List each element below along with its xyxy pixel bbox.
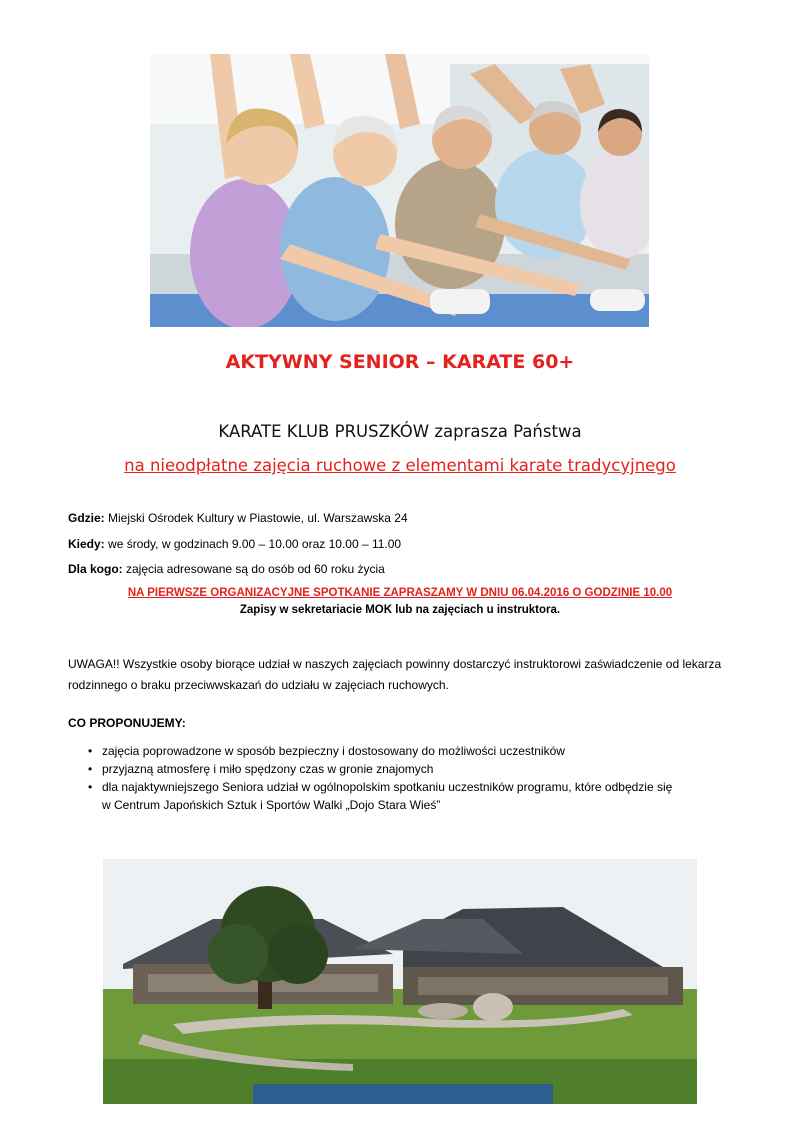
who-value: zajęcia adresowane są do osób od 60 roku życia bbox=[122, 562, 385, 576]
offers-list bbox=[68, 742, 708, 814]
bullet-icon: • bbox=[88, 744, 93, 758]
who-label: Dla kogo: bbox=[68, 562, 123, 576]
offer-subtitle: na nieodpłatne zajęcia ruchowe z elementami karate tradycyjnego bbox=[124, 456, 676, 475]
when-value: we środy, w godzinach 9.00 – 10.00 oraz 10.00 – 11.00 bbox=[104, 537, 402, 551]
list-item: • przyjazną atmosferę i miło spędzony czas w gronie znajomych bbox=[88, 762, 434, 776]
invitation-text: KARATE KLUB PRUSZKÓW zaprasza Państwa bbox=[218, 422, 582, 441]
bullet-icon: • bbox=[88, 762, 93, 776]
info-who bbox=[68, 562, 385, 576]
offers-heading: CO PROPONUJEMY: bbox=[68, 716, 186, 730]
dojo-building-photo bbox=[103, 859, 697, 1104]
where-value: Miejski Ośrodek Kultury w Piastowie, ul. Warszawska 24 bbox=[104, 511, 408, 525]
first-meeting-notice: NA PIERWSZE ORGANIZACYJNE SPOTKANIE ZAPRASZAMY W DNIU 06.04.2016 O GODZINIE 10.00 bbox=[127, 587, 673, 599]
seniors-exercise-photo bbox=[150, 54, 649, 327]
when-label: Kiedy: bbox=[68, 537, 105, 551]
page-title: AKTYWNY SENIOR – KARATE 60+ bbox=[225, 351, 575, 373]
enrollment-info: Zapisy w sekretariacie MOK lub na zajęciach u instruktora. bbox=[239, 604, 561, 616]
info-where bbox=[68, 511, 408, 525]
medical-warning: UWAGA!! Wszystkie osoby biorące udział w naszych zajęciach powinny dostarczyć instruktorowi zaświadczenie od lekarza rodzinnego o braku przeciwwskazań do udziału w zajęciach ruchowych. bbox=[68, 657, 722, 692]
list-item-continuation: w Centrum Japońskich Sztuk i Sportów Walki „Dojo Stara Wieś” bbox=[102, 798, 441, 812]
list-item: • dla najaktywniejszego Seniora udział w ogólnopolskim spotkaniu uczestników programu, które odbędzie się bbox=[88, 780, 673, 794]
info-when bbox=[68, 537, 401, 551]
bullet-icon: • bbox=[88, 780, 93, 794]
where-label: Gdzie: bbox=[68, 511, 105, 525]
list-item: • zajęcia poprowadzone w sposób bezpieczny i dostosowany do możliwości uczestników bbox=[88, 744, 565, 758]
